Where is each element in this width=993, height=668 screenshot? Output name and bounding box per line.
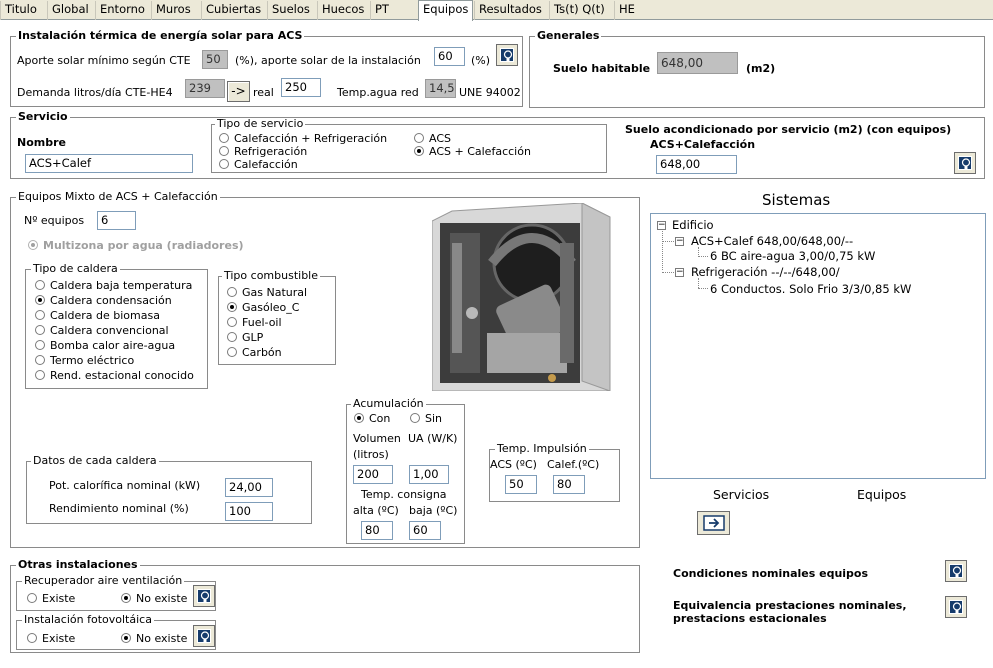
- temp-red-value: 14,5: [425, 79, 456, 98]
- lightbulb-glyph-icon: [198, 590, 212, 604]
- radio-indicator: [35, 310, 45, 320]
- ua-input[interactable]: 1,00: [409, 465, 449, 484]
- tree-node-equipo[interactable]: 6 Conductos. Solo Frio 3/3/0,85 kW: [710, 282, 912, 296]
- num-equipos-label: Nº equipos: [24, 214, 85, 227]
- generales-title: Generales: [537, 29, 600, 42]
- radio-label: Gas Natural: [242, 286, 308, 299]
- radio-fotovoltaica-no-existe[interactable]: [121, 632, 187, 646]
- radio-acs[interactable]: [414, 132, 451, 146]
- suelo-servicio-name: ACS+Calefacción: [650, 138, 756, 151]
- equivalencia-info-button[interactable]: [945, 596, 967, 618]
- volumen-label: Volumen: [353, 432, 401, 445]
- tab-entorno[interactable]: Entorno: [95, 1, 149, 20]
- radio-label: Fuel-oil: [242, 316, 282, 329]
- radio-caldera-convencional[interactable]: [35, 324, 169, 338]
- nombre-input[interactable]: ACS+Calef: [25, 154, 193, 173]
- nombre-label: Nombre: [17, 136, 66, 149]
- servicio-title: Servicio: [18, 110, 68, 123]
- radio-recuperador-no-existe[interactable]: [121, 592, 187, 606]
- radio-label: Caldera baja temperatura: [50, 279, 193, 292]
- radio-label: No existe: [136, 592, 188, 605]
- radio-indicator: [35, 355, 45, 365]
- radio-indicator: [121, 633, 131, 643]
- enter-button[interactable]: [697, 511, 730, 535]
- radio-caldera-condensacion[interactable]: [35, 294, 172, 308]
- pct-label: (%): [471, 54, 491, 67]
- radio-label: Existe: [42, 632, 76, 645]
- solar-acs-title: Instalación térmica de energía solar para ACS: [18, 29, 303, 42]
- tab-titulo[interactable]: Titulo: [0, 1, 41, 20]
- radio-label: Sin: [425, 412, 443, 425]
- tipo-servicio-title: Tipo de servicio: [217, 117, 304, 130]
- condiciones-info-button[interactable]: [945, 560, 967, 582]
- tab-bar: [0, 0, 993, 20]
- radio-carbon[interactable]: [227, 346, 282, 360]
- collapse-icon[interactable]: −: [676, 267, 684, 277]
- suelo-servicio-title: Suelo acondicionado por servicio (m2) (con equipos): [625, 123, 952, 136]
- lightbulb-glyph-icon: [950, 601, 964, 615]
- radio-label: GLP: [242, 331, 264, 344]
- enter-icon: [703, 515, 725, 531]
- radio-glp[interactable]: [227, 331, 263, 345]
- lightbulb-glyph-icon: [959, 157, 973, 171]
- tab-cubiertas[interactable]: Cubiertas: [201, 1, 265, 20]
- radio-label: Carbón: [242, 346, 282, 359]
- radio-label: Rend. estacional conocido: [50, 369, 194, 382]
- collapse-icon[interactable]: −: [676, 236, 684, 246]
- litros-label: (litros): [353, 448, 389, 461]
- lightbulb-glyph-icon: [950, 565, 964, 579]
- aporte-min-value: 50: [202, 50, 228, 69]
- radio-indicator: [27, 633, 37, 643]
- radio-indicator: [227, 332, 237, 342]
- aporte-min-label: Aporte solar mínimo según CTE: [17, 54, 191, 67]
- rend-nominal-label: Rendimiento nominal (%): [49, 502, 189, 515]
- suelo-habitable-value: 648,00: [657, 52, 738, 74]
- suelo-servicio-input[interactable]: 648,00: [656, 155, 737, 174]
- solar-info-button[interactable]: [496, 44, 518, 66]
- suelo-habitable-label: Suelo habitable: [553, 62, 651, 75]
- otras-title: Otras instalaciones: [18, 558, 138, 571]
- radio-label: Bomba calor aire-agua: [50, 339, 176, 352]
- radio-label: Multizona por agua (radiadores): [43, 239, 244, 252]
- radio-indicator: [35, 325, 45, 335]
- rend-nominal-input[interactable]: 100: [225, 502, 273, 521]
- impulsion-title: Temp. Impulsión: [497, 442, 587, 455]
- radio-indicator: [219, 133, 229, 143]
- tree-node-refrigeracion[interactable]: Refrigeración --/--/648,00/: [691, 265, 840, 279]
- acumulacion-title: Acumulación: [353, 397, 424, 410]
- radio-indicator: [28, 240, 38, 250]
- radio-acs-calefaccion[interactable]: [414, 145, 531, 159]
- radio-label: Calefacción: [234, 158, 298, 171]
- radio-caldera-biomasa[interactable]: [35, 309, 160, 323]
- lightbulb-glyph-icon: [198, 630, 212, 644]
- radio-label: Con: [369, 412, 391, 425]
- recuperador-info-button[interactable]: [193, 585, 215, 607]
- ua-label: UA (W/K): [408, 432, 458, 445]
- radio-caldera-baja-temp[interactable]: [35, 279, 192, 293]
- tab-ts-q[interactable]: Ts(t) Q(t): [549, 1, 609, 20]
- lightbulb-glyph-icon: [501, 49, 515, 63]
- radio-indicator: [27, 593, 37, 603]
- radio-indicator: [227, 317, 237, 327]
- tab-muros[interactable]: Muros: [151, 1, 195, 20]
- demanda-label: Demanda litros/día CTE-HE4: [17, 86, 173, 99]
- demanda-value: 239: [185, 79, 225, 98]
- pot-nominal-label: Pot. calorífica nominal (kW): [49, 479, 201, 492]
- radio-label: Termo eléctrico: [50, 354, 135, 367]
- pot-nominal-input[interactable]: 24,00: [225, 478, 273, 497]
- suelo-info-button[interactable]: [954, 152, 976, 174]
- radio-indicator: [219, 146, 229, 156]
- radio-indicator: [227, 347, 237, 357]
- alta-input[interactable]: 80: [361, 521, 393, 540]
- suelo-unit: (m2): [746, 62, 776, 75]
- radio-label: Caldera de biomasa: [50, 309, 160, 322]
- radio-indicator: [410, 413, 420, 423]
- radio-label: Gasóleo_C: [242, 301, 300, 314]
- une-label: UNE 94002: [459, 86, 521, 99]
- radio-termo-electrico[interactable]: [35, 354, 134, 368]
- aporte-inst-label: (%), aporte solar de la instalación: [235, 54, 421, 67]
- baja-label: baja (ºC): [409, 504, 458, 517]
- acs-temp-label: ACS (ºC): [490, 458, 537, 471]
- copy-demanda-button[interactable]: ->: [227, 81, 250, 102]
- radio-label: No existe: [136, 632, 188, 645]
- equivalencia-label-2: prestacions estacionales: [673, 612, 827, 625]
- radio-gasoleo-c[interactable]: [227, 301, 299, 315]
- real-input[interactable]: 250: [281, 78, 321, 97]
- radio-indicator: [414, 146, 424, 156]
- radio-label: ACS + Calefacción: [429, 145, 531, 158]
- radio-indicator: [35, 370, 45, 380]
- tipo-combustible-title: Tipo combustible: [224, 269, 318, 282]
- radio-refrigeracion[interactable]: [219, 145, 307, 159]
- boiler-illustration: [432, 203, 612, 391]
- radio-calefaccion[interactable]: [219, 158, 298, 172]
- radio-indicator: [227, 302, 237, 312]
- tree-node-equipo[interactable]: 6 BC aire-agua 3,00/0,75 kW: [710, 249, 876, 263]
- tab-suelos[interactable]: Suelos: [267, 1, 314, 20]
- num-equipos-input[interactable]: 6: [97, 211, 136, 230]
- radio-label: Caldera convencional: [50, 324, 169, 337]
- collapse-icon[interactable]: −: [658, 220, 666, 230]
- tree-node-acs-calef[interactable]: ACS+Calef 648,00/648,00/--: [691, 234, 854, 248]
- equivalencia-label-1: Equivalencia prestaciones nominales,: [673, 599, 907, 612]
- equipos-label: Equipos: [857, 487, 907, 502]
- recuperador-title: Recuperador aire ventilación: [24, 574, 183, 587]
- tree-node-edificio[interactable]: Edificio: [672, 218, 714, 232]
- alta-label: alta (ºC): [353, 504, 399, 517]
- radio-multizona: [28, 239, 244, 253]
- baja-input[interactable]: 60: [409, 521, 441, 540]
- radio-label: ACS: [429, 132, 451, 145]
- tab-pt[interactable]: PT: [370, 1, 393, 20]
- radio-label: Refrigeración: [234, 145, 308, 158]
- radio-label: Existe: [42, 592, 76, 605]
- servicios-label: Servicios: [713, 487, 770, 502]
- calef-temp-input[interactable]: 80: [553, 475, 585, 494]
- equipos-title: Equipos Mixto de ACS + Calefacción: [18, 190, 218, 203]
- radio-indicator: [354, 413, 364, 423]
- fotovoltaica-title: Instalación fotovoltáica: [24, 613, 152, 626]
- tab-resultados[interactable]: Resultados: [474, 1, 546, 20]
- consigna-label: Temp. consigna: [361, 488, 447, 501]
- acs-temp-input[interactable]: 50: [505, 475, 537, 494]
- radio-fuel-oil[interactable]: [227, 316, 282, 330]
- radio-acum-sin[interactable]: [410, 412, 442, 426]
- fotovoltaica-info-button[interactable]: [193, 625, 215, 647]
- tipo-caldera-title: Tipo de caldera: [33, 262, 118, 275]
- tab-he[interactable]: HE: [614, 1, 639, 20]
- tab-equipos[interactable]: Equipos: [418, 0, 473, 21]
- radio-indicator: [219, 159, 229, 169]
- sistemas-tree[interactable]: [650, 213, 986, 479]
- datos-caldera-title: Datos de cada caldera: [33, 454, 157, 467]
- radio-label: Caldera condensación: [50, 294, 172, 307]
- condiciones-nominales-label: Condiciones nominales equipos: [673, 567, 869, 580]
- radio-indicator: [227, 287, 237, 297]
- radio-calef-refrig[interactable]: [219, 132, 387, 146]
- radio-acum-con[interactable]: [354, 412, 390, 426]
- radio-bomba-calor[interactable]: [35, 339, 175, 353]
- real-label: real: [253, 86, 274, 99]
- radio-label: Calefacción + Refrigeración: [234, 132, 388, 145]
- radio-rend-estacional[interactable]: [35, 369, 194, 383]
- tab-huecos[interactable]: Huecos: [317, 1, 368, 20]
- calef-temp-label: Calef.(ºC): [547, 458, 600, 471]
- radio-indicator: [35, 295, 45, 305]
- sistemas-title: Sistemas: [762, 191, 831, 209]
- volumen-input[interactable]: 200: [353, 465, 393, 484]
- radio-recuperador-existe[interactable]: [27, 592, 75, 606]
- radio-fotovoltaica-existe[interactable]: [27, 632, 75, 646]
- radio-indicator: [121, 593, 131, 603]
- radio-indicator: [414, 133, 424, 143]
- tab-global[interactable]: Global: [47, 1, 93, 20]
- radio-indicator: [35, 280, 45, 290]
- aporte-inst-input[interactable]: 60: [434, 47, 465, 66]
- radio-gas-natural[interactable]: [227, 286, 307, 300]
- temp-red-label: Temp.agua red: [337, 86, 419, 99]
- radio-indicator: [35, 340, 45, 350]
